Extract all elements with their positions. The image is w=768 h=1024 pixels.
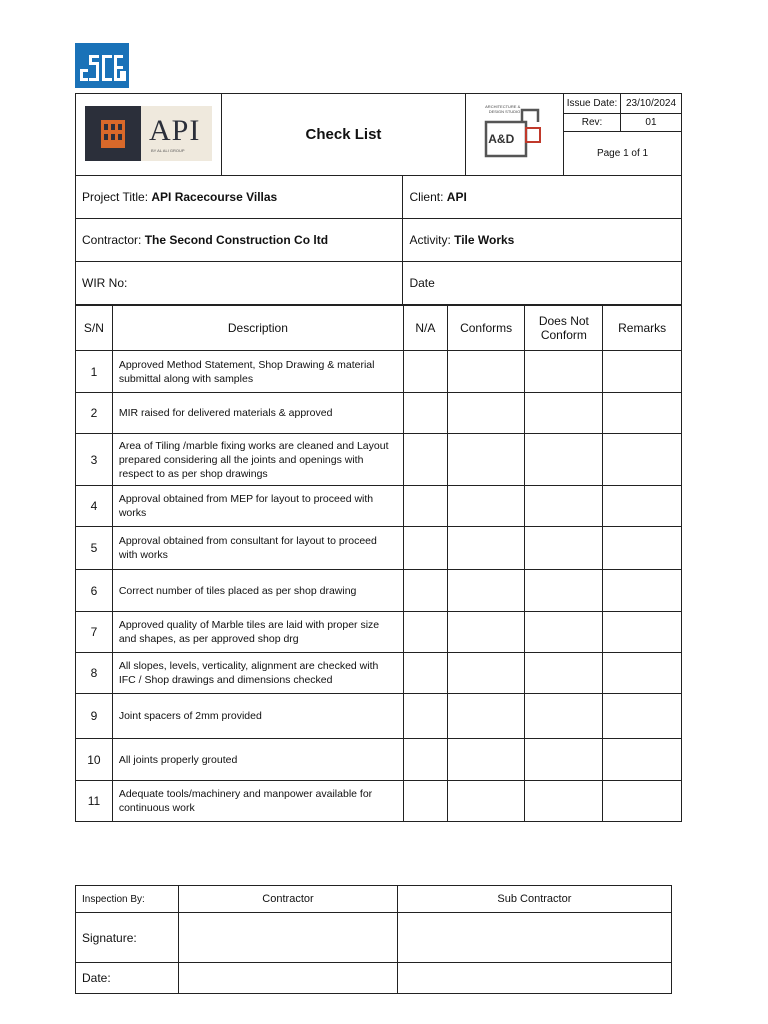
sub-contractor-date-field[interactable] — [397, 963, 671, 994]
api-logo-text: API — [149, 114, 201, 147]
row-remarks-cell[interactable] — [603, 739, 682, 781]
document-header — [75, 93, 682, 176]
project-title-label: Project Title: — [82, 190, 152, 204]
checklist-row — [76, 393, 682, 434]
checklist-row — [76, 486, 682, 527]
ad-logo — [482, 102, 548, 164]
activity-value: Tile Works — [454, 233, 515, 247]
wir-field — [76, 262, 403, 305]
row-sn: 11 — [76, 781, 113, 822]
description-header: Description — [112, 306, 403, 351]
row-sn: 9 — [76, 694, 113, 739]
row-sn: 5 — [76, 527, 113, 570]
row-na-cell[interactable] — [403, 653, 447, 694]
row-does-not-conform-cell[interactable] — [525, 486, 603, 527]
project-title-field — [76, 176, 403, 219]
row-does-not-conform-cell[interactable] — [525, 739, 603, 781]
checklist-row — [76, 781, 682, 822]
row-sn: 7 — [76, 612, 113, 653]
row-sn: 4 — [76, 486, 113, 527]
sub-contractor-column: Sub Contractor — [397, 886, 671, 913]
client-label: Client: — [409, 190, 447, 204]
row-conforms-cell[interactable] — [447, 694, 525, 739]
row-conforms-cell[interactable] — [447, 653, 525, 694]
row-remarks-cell[interactable] — [603, 570, 682, 612]
date-field — [403, 262, 682, 305]
row-remarks-cell[interactable] — [603, 351, 682, 393]
ad-logo-text: A&D — [488, 132, 515, 146]
row-na-cell[interactable] — [403, 570, 447, 612]
row-sn: 2 — [76, 393, 113, 434]
signoff-date-label: Date: — [76, 963, 179, 994]
row-conforms-cell[interactable] — [447, 739, 525, 781]
contractor-label: Contractor: — [82, 233, 145, 247]
row-conforms-cell[interactable] — [447, 570, 525, 612]
rev-label: Rev: — [564, 114, 621, 132]
row-does-not-conform-cell[interactable] — [525, 434, 603, 486]
api-logo — [85, 106, 212, 161]
row-description: Correct number of tiles placed as per shop drawing — [112, 570, 403, 612]
issue-date-value: 23/10/2024 — [620, 94, 681, 114]
row-remarks-cell[interactable] — [603, 781, 682, 822]
row-description: Approved quality of Marble tiles are laid with proper size and shapes, as per approved shop drg — [112, 612, 403, 653]
client-value: API — [446, 190, 467, 204]
project-info — [75, 175, 682, 305]
does-not-conform-header — [525, 306, 603, 351]
row-does-not-conform-cell[interactable] — [525, 351, 603, 393]
row-does-not-conform-cell[interactable] — [525, 393, 603, 434]
row-na-cell[interactable] — [403, 739, 447, 781]
date-label: Date — [409, 276, 435, 290]
row-description: Approval obtained from consultant for layout to proceed with works — [112, 527, 403, 570]
checklist-row — [76, 570, 682, 612]
row-remarks-cell[interactable] — [603, 486, 682, 527]
sub-contractor-signature-field[interactable] — [397, 913, 671, 963]
row-na-cell[interactable] — [403, 781, 447, 822]
row-does-not-conform-cell[interactable] — [525, 694, 603, 739]
wir-label: WIR No: — [82, 276, 128, 290]
row-remarks-cell[interactable] — [603, 653, 682, 694]
contractor-value: The Second Construction Co ltd — [144, 233, 329, 247]
conforms-header: Conforms — [447, 306, 525, 351]
signoff-table — [75, 885, 672, 994]
row-description: Joint spacers of 2mm provided — [112, 694, 403, 739]
checklist-row — [76, 527, 682, 570]
contractor-field — [76, 219, 403, 262]
row-sn: 8 — [76, 653, 113, 694]
row-na-cell[interactable] — [403, 486, 447, 527]
activity-label: Activity: — [409, 233, 455, 247]
row-remarks-cell[interactable] — [603, 434, 682, 486]
row-conforms-cell[interactable] — [447, 393, 525, 434]
sn-header: S/N — [76, 306, 113, 351]
row-description: Adequate tools/machinery and manpower available for continuous work — [112, 781, 403, 822]
row-description: All joints properly grouted — [112, 739, 403, 781]
row-na-cell[interactable] — [403, 694, 447, 739]
row-conforms-cell[interactable] — [447, 527, 525, 570]
na-header: N/A — [403, 306, 447, 351]
checklist-row — [76, 694, 682, 739]
row-description: MIR raised for delivered materials & approved — [112, 393, 403, 434]
contractor-column: Contractor — [179, 886, 398, 913]
issue-date-label: Issue Date: — [564, 94, 621, 114]
row-does-not-conform-cell[interactable] — [525, 653, 603, 694]
row-conforms-cell[interactable] — [447, 486, 525, 527]
building-icon — [85, 106, 141, 161]
checklist-row — [76, 612, 682, 653]
row-na-cell[interactable] — [403, 393, 447, 434]
row-remarks-cell[interactable] — [603, 612, 682, 653]
remarks-header: Remarks — [603, 306, 682, 351]
row-does-not-conform-cell[interactable] — [525, 612, 603, 653]
signature-label: Signature: — [76, 913, 179, 963]
contractor-signature-field[interactable] — [179, 913, 398, 963]
inspection-by-label: Inspection By: — [76, 886, 179, 913]
checklist-row — [76, 739, 682, 781]
client-field — [403, 176, 682, 219]
project-title-value: API Racecourse Villas — [151, 190, 278, 204]
row-remarks-cell[interactable] — [603, 393, 682, 434]
page-number: Page 1 of 1 — [564, 132, 682, 176]
checklist-row — [76, 434, 682, 486]
title-cell — [221, 94, 466, 176]
row-description: Approved Method Statement, Shop Drawing & material submittal along with samples — [112, 351, 403, 393]
row-conforms-cell[interactable] — [447, 612, 525, 653]
row-conforms-cell[interactable] — [447, 434, 525, 486]
row-na-cell[interactable] — [403, 527, 447, 570]
row-conforms-cell[interactable] — [447, 351, 525, 393]
api-logo-subtitle: BY AL ALI GROUP — [151, 148, 185, 153]
ad-logo-caption: ARCHITECTURE & DESIGN STUDIO — [485, 104, 521, 114]
cscec-logo — [75, 43, 129, 88]
row-description: All slopes, levels, verticality, alignment are checked with IFC / Shop drawings and dimensions checked — [112, 653, 403, 694]
api-logo-cell — [76, 94, 222, 176]
checklist-header-row — [76, 306, 682, 351]
row-conforms-cell[interactable] — [447, 781, 525, 822]
row-sn: 6 — [76, 570, 113, 612]
row-description: Area of Tiling /marble fixing works are cleaned and Layout prepared considering all the joints and openings with respect to as per shop drawings — [112, 434, 403, 486]
row-remarks-cell[interactable] — [603, 694, 682, 739]
activity-field — [403, 219, 682, 262]
row-na-cell[interactable] — [403, 612, 447, 653]
row-remarks-cell[interactable] — [603, 527, 682, 570]
rev-value: 01 — [620, 114, 681, 132]
row-na-cell[interactable] — [403, 434, 447, 486]
checklist-table — [75, 305, 682, 822]
ad-logo-cell — [466, 94, 564, 176]
does-not-conform-label: Does Not Conform — [538, 314, 589, 342]
row-sn: 1 — [76, 351, 113, 393]
row-does-not-conform-cell[interactable] — [525, 781, 603, 822]
row-sn: 10 — [76, 739, 113, 781]
checklist-row — [76, 351, 682, 393]
row-description: Approval obtained from MEP for layout to proceed with works — [112, 486, 403, 527]
row-does-not-conform-cell[interactable] — [525, 570, 603, 612]
row-sn: 3 — [76, 434, 113, 486]
row-na-cell[interactable] — [403, 351, 447, 393]
checklist-row — [76, 653, 682, 694]
page-title: Check List — [305, 125, 382, 143]
contractor-date-field[interactable] — [179, 963, 398, 994]
row-does-not-conform-cell[interactable] — [525, 527, 603, 570]
